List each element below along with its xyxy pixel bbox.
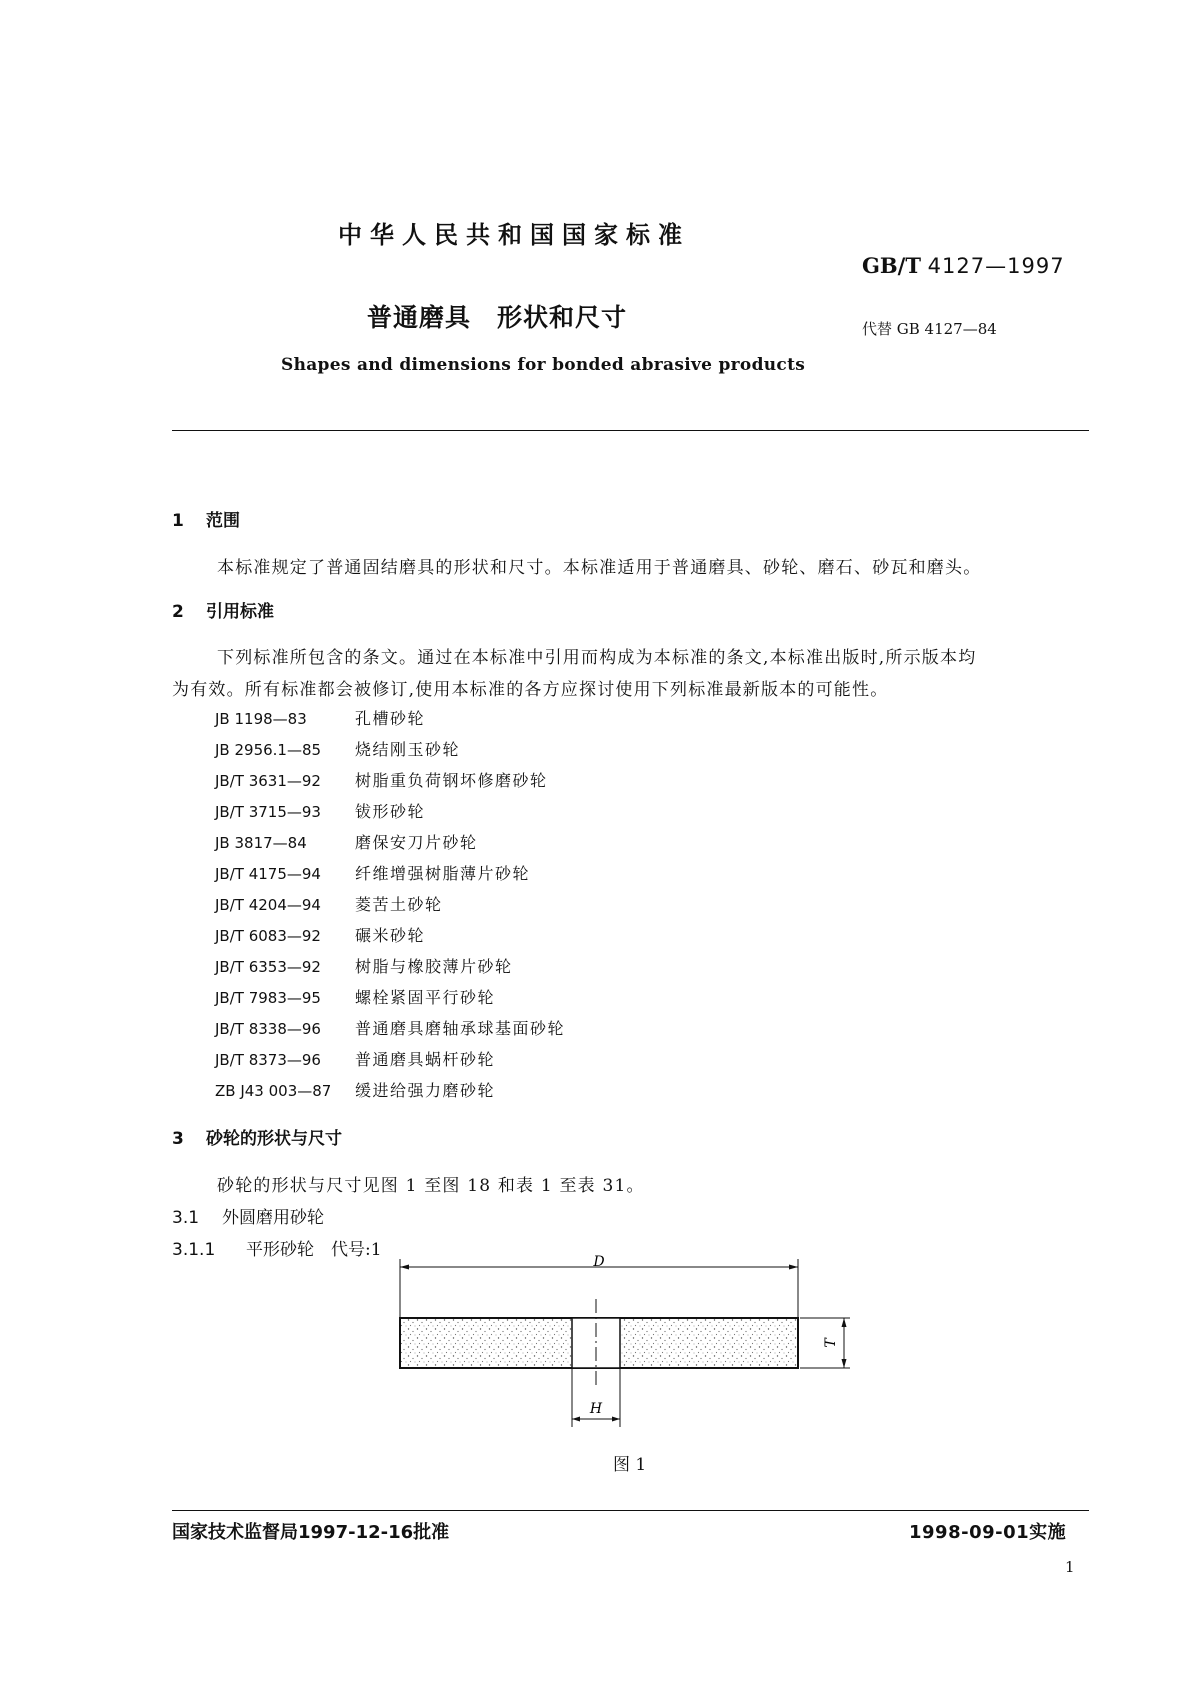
reference-title: 钹形砂轮 [355,802,426,821]
reference-code: JB/T 6083—92 [215,927,321,945]
reference-item [215,892,443,915]
label-d: D [593,1255,605,1270]
subsection-3-1-1 [172,1235,382,1260]
arrow-head [842,1359,847,1368]
reference-title: 磨保安刀片砂轮 [355,833,478,852]
reference-code: JB/T 3715—93 [215,803,321,821]
reference-item [215,706,425,729]
arrow-head [572,1417,580,1422]
reference-code: JB 2956.1—85 [215,741,322,759]
reference-code: ZB J43 003—87 [215,1082,332,1100]
section-2-number: 2 [172,602,184,622]
footer-divider [172,1510,1089,1511]
standard-prefix: GB/T [862,253,921,278]
reference-item [215,954,513,977]
reference-item [215,1078,495,1101]
section-1-text: 本标准规定了普通固结磨具的形状和尺寸。本标准适用于普通磨具、砂轮、磨石、砂瓦和磨头。 [217,558,982,578]
subsection-3-1-title: 外圆磨用砂轮 [222,1208,324,1228]
section-1-title: 范围 [206,511,240,531]
subsection-3-1-1-title: 平形砂轮 代号:1 [246,1240,382,1260]
section-3-number: 3 [172,1129,184,1149]
section-2-text-line2: 为有效。所有标准都会被修订,使用本标准的各方应探讨使用下列标准最新版本的可能性。 [172,680,889,700]
section-3-title: 砂轮的形状与尺寸 [206,1129,342,1149]
reference-item [215,830,478,853]
page-number: 1 [1065,1558,1075,1576]
arrow-head [842,1318,847,1327]
reference-title: 普通磨具磨轴承球基面砂轮 [355,1019,566,1038]
section-3-text: 砂轮的形状与尺寸见图 1 至图 18 和表 1 至表 31。 [217,1176,645,1196]
arrow-head [400,1265,409,1270]
approval-line: 国家技术监督局1997-12-16批准 [172,1522,450,1543]
reference-code: JB/T 4175—94 [215,865,321,883]
reference-item [215,737,460,760]
document-title: 普通磨具 形状和尺寸 [367,303,628,332]
reference-title: 烧结刚玉砂轮 [355,740,461,759]
section-2-text-line1: 下列标准所包含的条文。通过在本标准中引用而构成为本标准的条文,本标准出版时,所示版本均 [217,648,977,668]
reference-title: 普通磨具蜗杆砂轮 [355,1050,496,1069]
arrow-head [612,1417,620,1422]
reference-code: JB/T 6353—92 [215,958,321,976]
figure-1-wheel-diagram [380,1255,870,1430]
reference-code: JB/T 7983—95 [215,989,321,1007]
reference-title: 缓进给强力磨砂轮 [355,1081,496,1100]
subsection-3-1-1-number: 3.1.1 [172,1240,216,1260]
header-divider [172,430,1089,431]
standard-code: 4127—1997 [927,254,1065,278]
reference-code: JB 1198—83 [215,710,307,728]
arrow-head [789,1265,798,1270]
reference-code: JB/T 8373—96 [215,1051,321,1069]
figure-caption: 图 1 [613,1455,647,1475]
national-standard-title: 中华人民共和国国家标准 [338,221,690,249]
reference-title: 碾米砂轮 [355,926,426,945]
label-t: T [823,1338,839,1348]
effective-date: 1998-09-01实施 [909,1522,1067,1543]
reference-title: 树脂与橡胶薄片砂轮 [355,957,513,976]
reference-item [215,923,425,946]
reference-code: JB 3817—84 [215,834,307,852]
standard-number [862,253,1065,278]
reference-code: JB/T 8338—96 [215,1020,321,1038]
reference-code: JB/T 4204—94 [215,896,321,914]
replaces-note: 代替 GB 4127—84 [862,320,997,338]
reference-item [215,861,530,884]
label-h: H [589,1401,603,1417]
reference-title: 菱苦土砂轮 [355,895,443,914]
reference-item [215,985,495,1008]
reference-item [215,799,425,822]
subsection-3-1-number: 3.1 [172,1208,200,1228]
reference-item [215,768,548,791]
reference-title: 孔槽砂轮 [355,709,426,728]
reference-code: JB/T 3631—92 [215,772,321,790]
reference-item [215,1047,495,1070]
document-title-english: Shapes and dimensions for bonded abrasive products [281,355,806,375]
reference-title: 螺栓紧固平行砂轮 [355,988,496,1007]
reference-title: 树脂重负荷钢坏修磨砂轮 [355,771,548,790]
section-1-number: 1 [172,511,184,531]
reference-item [215,1016,565,1039]
section-2-title: 引用标准 [206,602,274,622]
reference-title: 纤维增强树脂薄片砂轮 [355,864,531,883]
section-3-heading [172,1124,342,1149]
section-1-heading [172,506,240,531]
subsection-3-1 [172,1203,324,1228]
section-2-heading [172,597,274,622]
